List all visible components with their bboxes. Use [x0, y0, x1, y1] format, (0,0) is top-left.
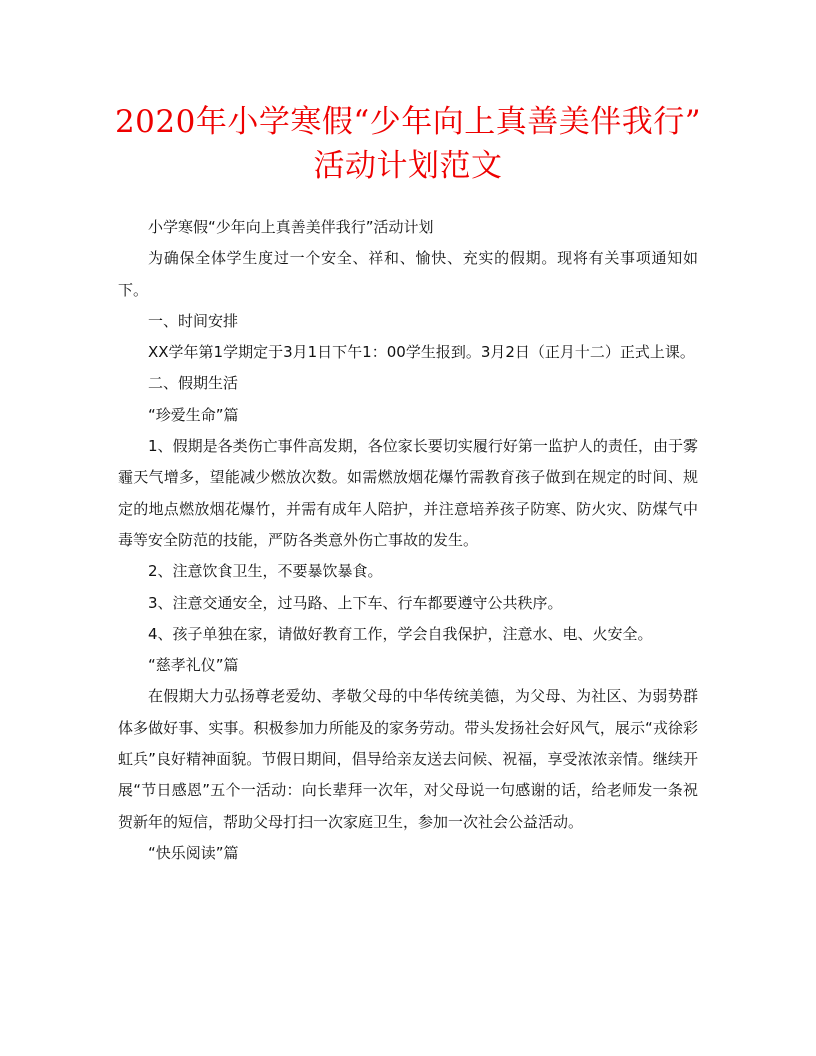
section-cherish-life: “珍爱生命”篇: [148, 405, 239, 424]
paragraph-item-1: 1、假期是各类伤亡事件高发期，各位家长要切实履行好第一监护人的责任，由于雾霾天气增多，望能减少燃放次数。如需燃放烟花爆竹需教育孩子做到在规定的时间、规定的地点燃放烟花爆竹，并需有成年人陪护，并注意培养孩子防寒、防火灾、防煤气中毒等安全防范的技能，严防各类意外伤亡事故的发生。: [118, 437, 698, 549]
heading-time-arrangement: 一、时间安排: [148, 311, 239, 330]
section-filial-etiquette: “慈孝礼仪”篇: [148, 656, 239, 675]
heading-holiday-life: 二、假期生活: [148, 374, 239, 393]
paragraph-subtitle: 小学寒假“少年向上真善美伴我行”活动计划: [148, 218, 434, 236]
paragraph-time-detail: XX学年第1学期定于3月1日下午1：00学生报到。3月2日（正月十二）正式上课。: [148, 343, 695, 362]
paragraph-item-4: 4、孩子单独在家，请做好教育工作，学会自我保护，注意水、电、火安全。: [148, 624, 653, 643]
paragraph-intro: 为确保全体学生度过一个安全、祥和、愉快、充实的假期。现将有关事项通知如下。: [118, 249, 698, 299]
title-line-1: 2020年小学寒假“少年向上真善美伴我行”: [114, 104, 702, 140]
document-title: [100, 100, 716, 188]
document-body: [118, 212, 698, 869]
paragraph-item-3: 3、注意交通安全，过马路、上下车、行车都要遵守公共秩序。: [148, 593, 563, 612]
paragraph-filial-detail: 在假期大力弘扬尊老爱幼、孝敬父母的中华传统美德，为父母、为社区、为弱势群体多做好事、实事。积极参加力所能及的家务劳动。带头发扬社会好风气，展示“戎徐彩虹兵”良好精神面貌。节假日期间，倡导给亲友送去问候、祝福，享受浓浓亲情。继续开展“节日感恩”五个一活动：向长辈拜一次年，对父母说一句感谢的话，给老师发一条祝贺新年的短信，帮助父母打扫一次家庭卫生，参加一次社会公益活动。: [118, 687, 698, 831]
title-line-2: 活动计划范文: [313, 148, 503, 184]
section-happy-reading: “快乐阅读”篇: [148, 843, 239, 862]
paragraph-item-2: 2、注意饮食卫生，不要暴饮暴食。: [148, 562, 383, 581]
